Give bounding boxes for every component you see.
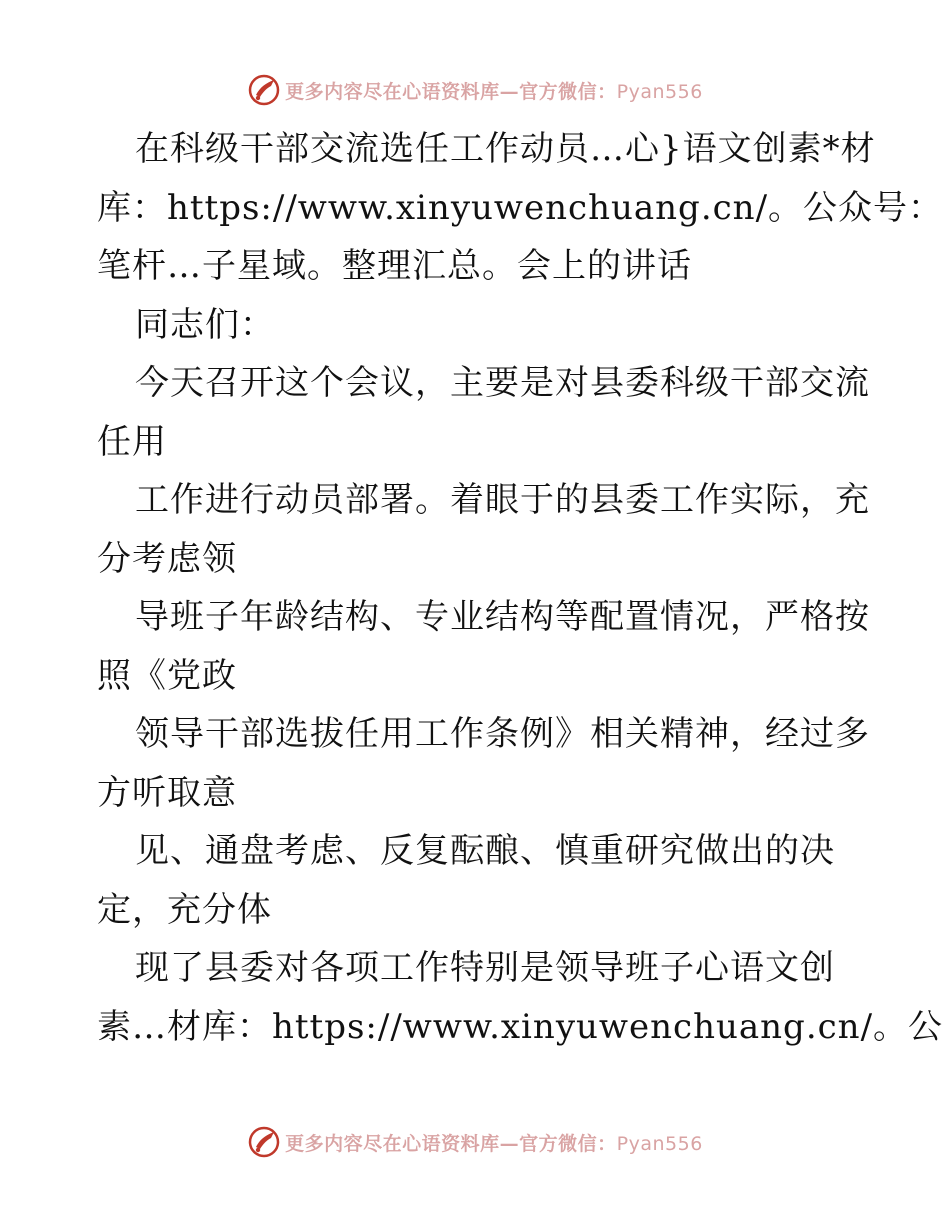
brush-seal-icon [247,1125,281,1159]
text-line: 工作进行动员部署。着眼于的县委工作实际，充 [135,480,870,520]
header-watermark-banner [0,70,950,110]
text-line: 定，充分体 [97,889,272,930]
text-line: 素…材库：https://www.xinyuwenchuang.cn/。公 [97,1006,944,1047]
text-line: 方听取意 [97,772,237,813]
text-line: 任用 [97,421,167,462]
text-line: 在科级干部交流选任工作动员…心}语文创素*材 [135,129,876,169]
text-line: 库：https://www.xinyuwenchuang.cn/。公众号： [97,187,944,228]
text-line: 见、通盘考虑、反复酝酿、慎重研究做出的决 [135,831,835,871]
text-line: 分考虑领 [97,538,237,579]
wechat-id: Pyan556 [616,80,703,103]
footer-watermark-banner [0,1122,950,1162]
text-line: 笔杆…子星域。整理汇总。会上的讲话 [97,246,692,286]
salutation: 同志们： [135,304,275,345]
document-body [97,120,944,1056]
text-line: 现了县委对各项工作特别是领导班子心语文创 [135,948,835,988]
text-line: 领导干部选拔任用工作条例》相关精神，经过多 [135,714,870,754]
text-line: 今天召开这个会议，主要是对县委科级干部交流 [135,363,870,403]
text-line: 照《党政 [97,655,237,696]
watermark-label: 更多内容尽在心语资料库—官方微信： [285,1132,617,1155]
brush-seal-icon [247,73,281,107]
watermark-text [285,1129,703,1156]
watermark-label: 更多内容尽在心语资料库—官方微信： [285,80,617,103]
text-line: 导班子年龄结构、专业结构等配置情况，严格按 [135,597,870,637]
wechat-id: Pyan556 [616,1132,703,1155]
watermark-text [285,77,703,104]
